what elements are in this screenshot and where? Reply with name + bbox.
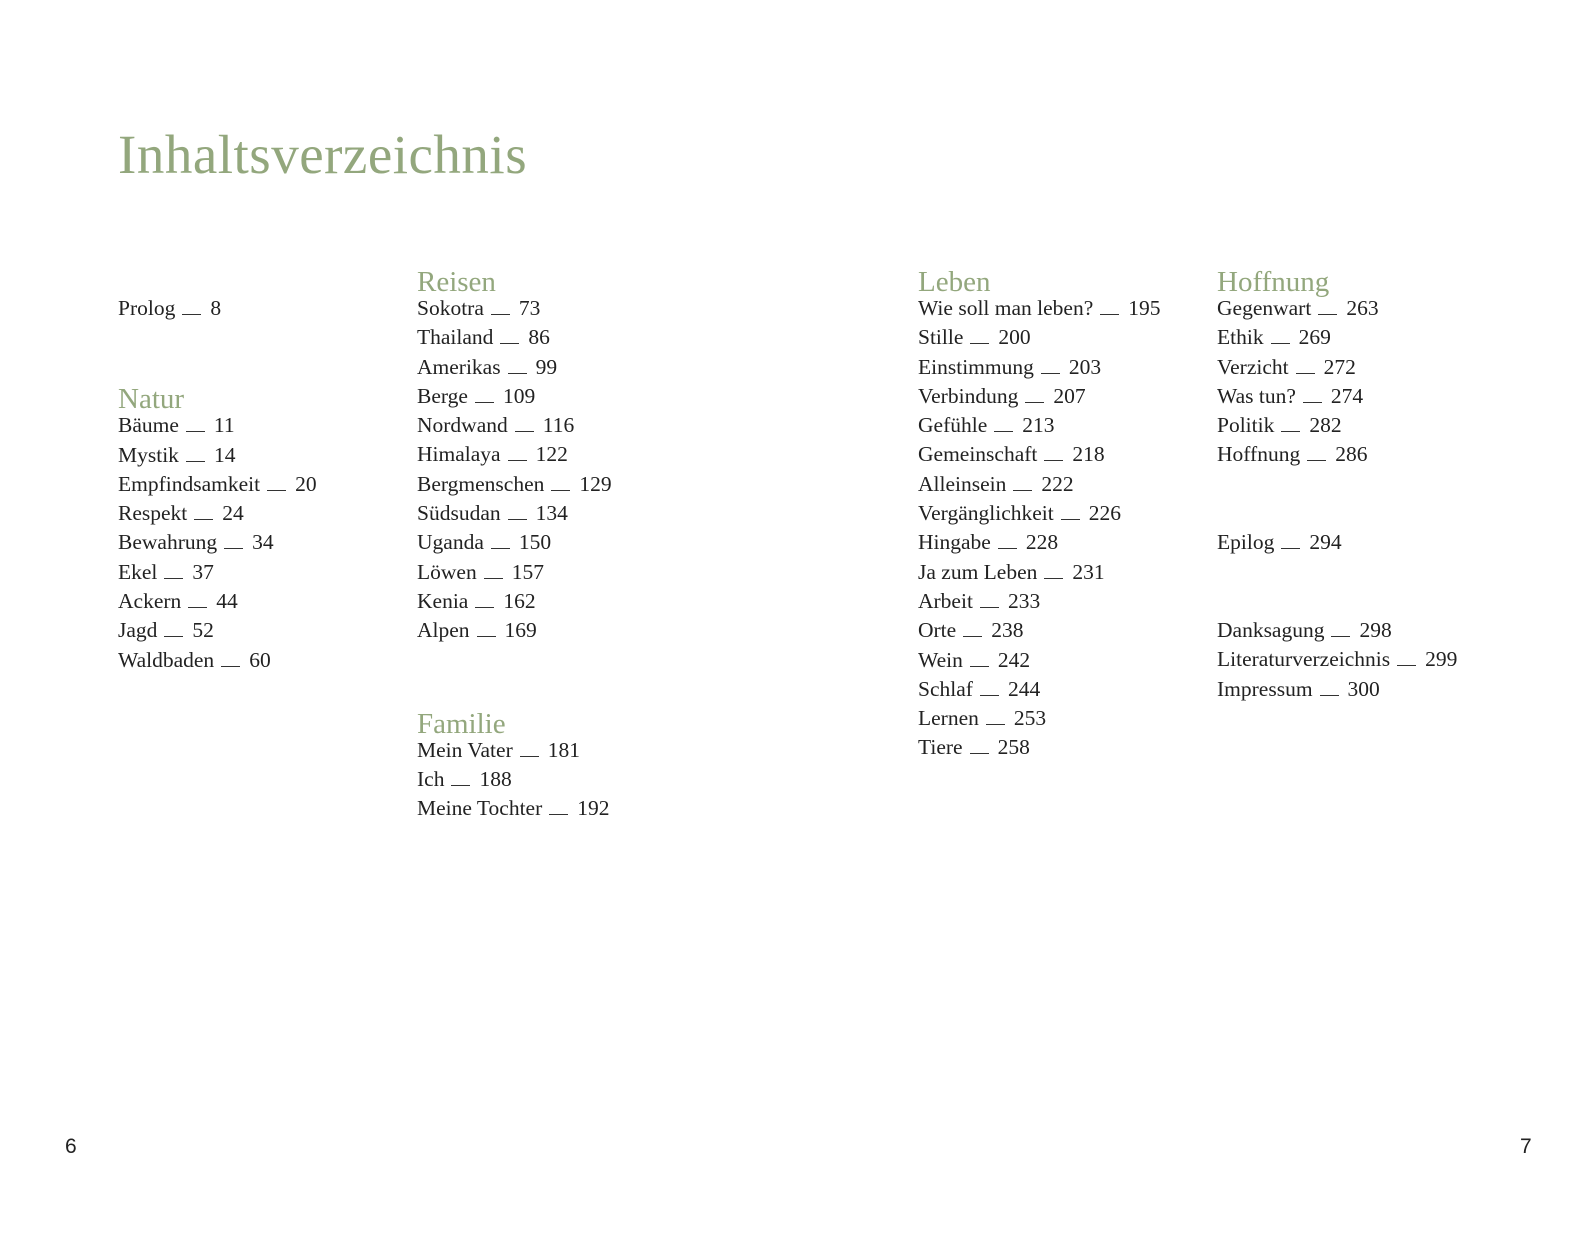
- entry-label: Schlaf: [918, 676, 973, 701]
- leader-dash: [1397, 665, 1416, 666]
- entry-label: Epilog: [1217, 529, 1275, 554]
- entry-page: 73: [518, 296, 541, 320]
- entry-page: 192: [577, 796, 610, 821]
- leader-dash: [1296, 373, 1315, 374]
- entry-label: Impressum: [1217, 676, 1313, 701]
- leader-dash: [508, 460, 527, 461]
- entry-label: Thailand: [417, 325, 494, 350]
- toc-entry[interactable]: [918, 616, 1161, 645]
- entry-label: Was tun?: [1217, 383, 1296, 408]
- entry-label: Bäume: [118, 413, 179, 438]
- entry-label: Jagd: [118, 618, 158, 643]
- entry-page: 213: [1022, 413, 1055, 438]
- toc-entry[interactable]: [417, 499, 612, 528]
- toc-entry[interactable]: [918, 558, 1161, 587]
- leader-dash: [224, 548, 243, 549]
- toc-entry[interactable]: [1217, 353, 1457, 382]
- toc-entry[interactable]: [417, 294, 612, 323]
- entry-label: Mein Vater: [417, 737, 513, 762]
- section-heading-familie: Familie: [417, 707, 506, 740]
- toc-entry[interactable]: [417, 558, 612, 587]
- leader-dash: [182, 314, 201, 315]
- entry-page: 116: [542, 413, 575, 438]
- entry-page: 129: [579, 471, 612, 496]
- entry-label: Verzicht: [1217, 354, 1289, 379]
- leader-dash: [970, 343, 989, 344]
- leader-dash: [1044, 460, 1063, 461]
- leader-dash: [1307, 460, 1326, 461]
- entry-page: 52: [192, 618, 214, 643]
- toc-entry[interactable]: [918, 499, 1161, 528]
- section-familie: [417, 736, 612, 824]
- toc-column-2: [417, 264, 612, 823]
- toc-entry[interactable]: [118, 441, 317, 470]
- entry-page: 231: [1072, 559, 1105, 584]
- entry-label: Ackern: [118, 589, 182, 614]
- entry-page: 109: [502, 383, 536, 408]
- entry-label: Waldbaden: [118, 647, 215, 672]
- entry-page: 134: [535, 501, 568, 526]
- leader-dash: [963, 636, 982, 637]
- leader-dash: [164, 636, 183, 637]
- toc-entry[interactable]: [417, 765, 612, 794]
- toc-column-4: [1217, 264, 1457, 704]
- leader-dash: [221, 666, 240, 667]
- entry-label: Südsudan: [417, 501, 501, 526]
- leader-dash: [508, 373, 527, 374]
- entry-label: Ethik: [1217, 325, 1264, 350]
- leader-dash: [970, 666, 989, 667]
- entry-label: Ich: [417, 766, 445, 791]
- entry-label: Hingabe: [918, 530, 991, 555]
- page-number-right: 7: [1520, 1135, 1532, 1158]
- entry-label: Sokotra: [417, 296, 484, 320]
- entry-label: Hoffnung: [1217, 442, 1301, 467]
- entry-page: 181: [547, 737, 580, 762]
- entry-label: Tiere: [918, 735, 963, 760]
- toc-entry[interactable]: [118, 587, 317, 616]
- leader-dash: [1331, 636, 1350, 637]
- toc-entry[interactable]: [1217, 323, 1457, 352]
- entry-label: Bergmenschen: [417, 471, 545, 496]
- leader-dash: [508, 519, 527, 520]
- entry-page: 300: [1347, 676, 1380, 701]
- entry-page: 8: [210, 296, 222, 320]
- toc-entry[interactable]: [1217, 440, 1457, 469]
- section-heading-reisen: Reisen: [417, 266, 496, 298]
- entry-page: 34: [252, 530, 274, 555]
- entry-page: 207: [1053, 383, 1086, 408]
- entry-page: 233: [1007, 588, 1041, 613]
- entry-page: 20: [295, 471, 317, 496]
- entry-label: Empfindsamkeit: [118, 471, 261, 496]
- entry-label: Meine Tochter: [417, 796, 543, 821]
- section-hoffnung: [1217, 294, 1457, 470]
- entry-label: Himalaya: [417, 442, 501, 467]
- toc-entry[interactable]: [417, 470, 612, 499]
- toc-entry[interactable]: [417, 411, 612, 440]
- entry-page: 244: [1007, 676, 1041, 701]
- entry-label: Ekel: [118, 559, 158, 584]
- toc-entry[interactable]: [1217, 382, 1457, 411]
- entry-label: Alpen: [417, 618, 470, 643]
- toc-entry[interactable]: [118, 499, 317, 528]
- entry-label: Amerikas: [417, 354, 501, 379]
- toc-entry[interactable]: [417, 353, 612, 382]
- leader-dash: [1281, 431, 1300, 432]
- entry-page: 44: [216, 589, 238, 614]
- toc-entry[interactable]: [1217, 675, 1457, 704]
- toc-entry[interactable]: [417, 323, 612, 352]
- entry-label: Ja zum Leben: [918, 559, 1038, 584]
- leader-dash: [1025, 402, 1044, 403]
- entry-page: 203: [1068, 354, 1102, 379]
- entry-page: 238: [991, 618, 1024, 643]
- leader-dash: [477, 636, 496, 637]
- toc-entry[interactable]: [918, 587, 1161, 616]
- entry-page: 157: [511, 559, 544, 584]
- entry-label: Gemeinschaft: [918, 442, 1038, 467]
- section-heading-leben: Leben: [918, 266, 991, 298]
- section-reisen: [417, 294, 612, 646]
- toc-entry[interactable]: [918, 733, 1161, 762]
- toc-entry[interactable]: [417, 528, 612, 557]
- entry-label: Orte: [918, 618, 957, 643]
- toc-entry[interactable]: [118, 558, 317, 587]
- toc-entry[interactable]: [1217, 411, 1457, 440]
- entry-label: Wie soll man leben?: [918, 296, 1094, 320]
- leader-dash: [1100, 314, 1119, 315]
- leader-dash: [267, 490, 286, 491]
- entry-page: 263: [1346, 296, 1379, 320]
- leader-dash: [451, 785, 470, 786]
- toc-entry[interactable]: [918, 646, 1161, 675]
- section-heading-hoffnung: Hoffnung: [1217, 266, 1330, 298]
- toc-entry[interactable]: [918, 323, 1161, 352]
- page-title: Inhaltsverzeichnis: [118, 124, 528, 185]
- entry-page: 188: [479, 766, 512, 791]
- entry-page: 11: [213, 413, 235, 438]
- toc-entry[interactable]: [918, 440, 1161, 469]
- entry-page: 294: [1309, 529, 1342, 554]
- entry-page: 60: [249, 647, 271, 672]
- leader-dash: [549, 814, 568, 815]
- section-leben: [918, 294, 1161, 763]
- toc-entry[interactable]: [118, 646, 317, 675]
- leader-dash: [1303, 402, 1322, 403]
- entry-label: Gegenwart: [1217, 296, 1312, 320]
- entry-label: Stille: [918, 325, 964, 350]
- entry-label: Nordwand: [417, 413, 508, 438]
- entry-page: 99: [535, 354, 558, 379]
- toc-entry[interactable]: [918, 353, 1161, 382]
- entry-page: 228: [1025, 530, 1059, 555]
- toc-entry[interactable]: [417, 587, 612, 616]
- entry-page: 299: [1425, 647, 1458, 672]
- leader-dash: [980, 695, 999, 696]
- entry-label: Literaturverzeichnis: [1217, 647, 1391, 672]
- leader-dash: [500, 343, 519, 344]
- leader-dash: [186, 461, 205, 462]
- toc-column-1: [118, 264, 317, 675]
- leader-dash: [1044, 578, 1063, 579]
- leader-dash: [986, 724, 1005, 725]
- page-number-left: 6: [65, 1135, 77, 1158]
- entry-label: Alleinsein: [918, 471, 1007, 496]
- entry-label: Gefühle: [918, 413, 988, 438]
- entry-page: 200: [998, 325, 1031, 350]
- leader-dash: [551, 490, 570, 491]
- toc-column-3: [918, 264, 1161, 763]
- leader-dash: [520, 756, 539, 757]
- entry-page: 222: [1041, 471, 1074, 496]
- toc-entry[interactable]: [417, 794, 612, 823]
- toc-entry[interactable]: [918, 704, 1161, 733]
- leader-dash: [1271, 343, 1290, 344]
- entry-page: 86: [528, 325, 550, 350]
- toc-entry[interactable]: [918, 675, 1161, 704]
- entry-page: 258: [997, 735, 1030, 760]
- toc-entry[interactable]: [118, 616, 317, 645]
- entry-page: 253: [1013, 706, 1047, 731]
- leader-dash: [1041, 373, 1060, 374]
- leader-dash: [475, 402, 494, 403]
- toc-entry[interactable]: [1217, 645, 1457, 674]
- entry-page: 298: [1359, 618, 1392, 643]
- leader-dash: [980, 607, 999, 608]
- entry-label: Danksagung: [1217, 618, 1325, 643]
- toc-entry[interactable]: [118, 411, 317, 440]
- entry-page: 226: [1088, 501, 1121, 526]
- entry-label: Berge: [417, 383, 468, 408]
- toc-entry[interactable]: [417, 440, 612, 469]
- entry-page: 242: [997, 647, 1031, 672]
- entry-page: 195: [1128, 296, 1161, 320]
- leader-dash: [164, 578, 183, 579]
- toc-entry[interactable]: [118, 528, 317, 557]
- entry-page: 122: [535, 442, 568, 467]
- entry-label: Uganda: [417, 530, 484, 555]
- entry-page: 282: [1309, 413, 1342, 438]
- leader-dash: [1320, 695, 1339, 696]
- leader-dash: [188, 607, 207, 608]
- leader-dash: [194, 519, 213, 520]
- entry-page: 162: [503, 588, 536, 613]
- leader-dash: [484, 578, 503, 579]
- toc-entry[interactable]: [1217, 616, 1457, 645]
- leader-dash: [1281, 548, 1300, 549]
- entry-label: Wein: [918, 647, 963, 672]
- toc-entry[interactable]: [417, 382, 612, 411]
- toc-entry[interactable]: [417, 736, 612, 765]
- entry-label: Politik: [1217, 413, 1275, 438]
- entry-label: Kenia: [417, 588, 469, 613]
- leader-dash: [1013, 490, 1032, 491]
- leader-dash: [475, 607, 494, 608]
- toc-entry[interactable]: [417, 616, 612, 645]
- entry-page: 274: [1330, 383, 1364, 408]
- toc-entry-prolog[interactable]: [118, 294, 317, 323]
- section-natur: [118, 411, 317, 675]
- toc-entry[interactable]: [918, 294, 1161, 323]
- entry-label: Arbeit: [918, 588, 973, 613]
- leader-dash: [186, 431, 205, 432]
- entry-page: 24: [222, 501, 244, 526]
- toc-entry[interactable]: [118, 470, 317, 499]
- entry-label: Lernen: [918, 706, 979, 731]
- section-heading-spacer: [118, 264, 317, 294]
- entry-label: Verbindung: [918, 383, 1019, 408]
- toc-entry[interactable]: [918, 411, 1161, 440]
- toc-entry-epilog[interactable]: [1217, 528, 1457, 557]
- entry-label: Einstimmung: [918, 354, 1034, 379]
- leader-dash: [1061, 519, 1080, 520]
- entry-page: 272: [1323, 354, 1356, 379]
- entry-page: 169: [504, 618, 537, 643]
- section-backmatter: [1217, 616, 1457, 704]
- toc-entry[interactable]: [918, 470, 1161, 499]
- toc-entry[interactable]: [918, 528, 1161, 557]
- toc-entry[interactable]: [918, 382, 1161, 411]
- leader-dash: [998, 548, 1017, 549]
- entry-page: 269: [1298, 325, 1331, 350]
- leader-dash: [970, 753, 989, 754]
- entry-page: 286: [1335, 442, 1368, 467]
- leader-dash: [994, 431, 1013, 432]
- toc-entry[interactable]: [1217, 294, 1457, 323]
- entry-label: Prolog: [118, 296, 176, 320]
- entry-label: Bewahrung: [118, 530, 218, 555]
- entry-page: 37: [192, 559, 214, 584]
- entry-label: Mystik: [118, 442, 179, 467]
- entry-label: Löwen: [417, 559, 477, 584]
- entry-page: 14: [213, 442, 236, 467]
- section-heading-natur: Natur: [118, 383, 185, 416]
- entry-page: 218: [1072, 442, 1105, 467]
- entry-page: 150: [518, 530, 552, 555]
- leader-dash: [491, 314, 510, 315]
- entry-label: Vergänglichkeit: [918, 501, 1054, 526]
- leader-dash: [1318, 314, 1337, 315]
- entry-label: Respekt: [118, 501, 188, 526]
- leader-dash: [515, 431, 534, 432]
- leader-dash: [491, 548, 510, 549]
